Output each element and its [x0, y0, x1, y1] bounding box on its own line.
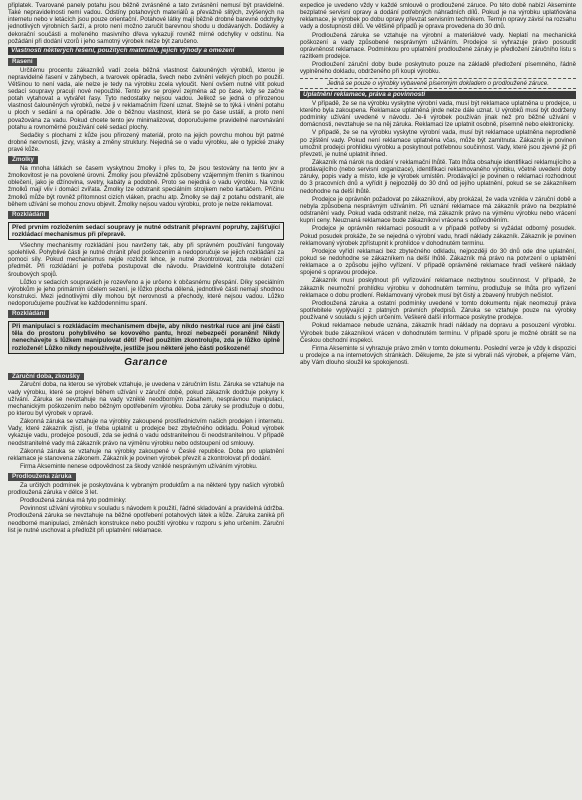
intro-paragraph: připlatek. Tvarované panely potahu jsou běžně zvrásněné a tato zvrásnění nemusí být pravidelné. Také nepravidelnosti nemí vadou. Odstíny potahových materiálů a převážně slitých, zvýšených na internetu nebo v letácích jsou pouze orientační. Potahové látky mají běžně drobné barevné odchylky jednotlivých výrobních šarží, a proto není možno zaručit barevnou shodu u dodávaných. Dodávky a dekorační součásti a mořeného masivního dřeva vykazují rovněž mírné odchylky v odstínu. Na požádání při dodání vzorů i jeho samotný výrobek nelze být zaručeno.: [8, 2, 284, 45]
extended-warranty-note: Jedná se pouze o výrobky vybavené písemným dokladem o prodloužené záruce.: [300, 78, 576, 89]
subheading-warranty: Záruční doba, zkoušky: [8, 373, 84, 381]
guarantee-heading: Garance: [124, 356, 168, 368]
subheading-rozkladani: Rozkládání: [8, 211, 49, 219]
paragraph: Lůžko v sedacích soupravách je rozevřeno a je určeno k občasnému přespání. Díky speciálním výrobkům je jeho primárním účelem sezení, je lůžko plocha dělená, jednotlivé části nemají shodnou konstrukci. Mezi jednotlivými díly mohou být nerovnosti a přechody, které nejsou vadou. Lůžko nedoporučujeme používat ke každodennímu spaní.: [8, 278, 284, 308]
right-column: [300, 2, 576, 798]
paragraph: Za určitých podmínek je poskytována k vybraným produktům a na některé typy našich výrobků prodloužená záruka v délce 3 let.: [8, 481, 284, 496]
subheading-extended-warranty: Prodloužená záruka: [8, 473, 76, 481]
paragraph: Prodloužená záruka a ostatní podmínky uvedené v tomto dokumentu nijak neomezují práva spotřebitele vyplývající z platných právních předpisů. Záruka se vztahuje pouze na výrobky používané v souladu s jejich určením. Veškeré další informace poskytne prodejce.: [300, 299, 576, 322]
paragraph: Prodejce vyřídí reklamaci bez zbytečného odkladu, nejpozději do 30 dnů ode dne uplatnění, pokud se nedohodne se zákazníkem na delší lhůtě. Zákazník má právo na potvrzení o uplatnění reklamace a o způsobu jejího vyřízení. V případě oprávněné reklamace hradí veškeré náklady spojené s opravou prodejce.: [300, 247, 576, 277]
paragraph: Určitému procentu zákazníků vadí zcela běžná vlastnost čalouněných výrobků, kterou je nepravidelné řasení v záhybech, a tvarovek opěradla, švech nebo zvlnění velkých ploch po použití. Většinou to není vada, ale nelze je tedy na výrobku zcela vyloučit. Není ovšem nutné vítit pokud sedací soupravy pracují nové nepoužité. Tento jev se projeví zejména až po čase, kdy se začne potah vytahovat a vytvářet řasy. Tyto nedostatky nejsou vadou. Jelikož se jedná o přirozenou vlastnost čalouněných výrobků, nelze ji v reklamačním řízení uznat. Stejně se to týká i vlnění potahu u ploch v sedání a na opěradle. Jde o běžnou vlastnost, která se po čase ustálí, a proto není považována za vadu. Pokud chcete tento jev minimalizovat, doporučujeme pravidelné narovnávání potahu a rovnoměrné používání celé sedací plochy.: [8, 66, 284, 131]
paragraph: Prodloužená záruka se vztahuje na výrobní a materiálové vady. Neplatí na mechanická poškození a vady způsobené nesprávným užíváním. Prodejce si vyhrazuje právo posoudit oprávněnost reklamace. Podmínkou pro uplatnění prodloužené záruky je předložení záručního listu s razítkem prodejce.: [300, 31, 576, 61]
paragraph: Prodloužení záruční doby bude poskytnuto pouze na základě předložení písemného, řádně vyplněného dokladu, obdrženého při koupi výrobku.: [300, 61, 576, 76]
notice-text: Před prvním rozložením sedací soupravy je nutné odstranit přepravní popruhy, zajišťující rozkládací mechanismus při přepravě.: [12, 223, 280, 238]
paragraph: Všechny mechanismy rozkládání jsou navrženy tak, aby při správném používání fungovaly spolehlivě. Pohyblivé části je nutné chránit před poškozením a nedoporučuje se jejich rozkládání za pomoci síly. Pokud mechanismus nejde rozložit lehce, je nutné zkontrolovat, zda nebrání cizí předmět. Při rozkládání je potřeba postupovat dle návodu. Pravidelně kontrolujte dotažení šroubových spojů.: [8, 241, 284, 278]
notice-box-straps: [8, 222, 284, 240]
paragraph: Na mnoha látkách se časem vyskytnou žmolky i přes to, že jsou testovány na tento jev a žmolkovitost je na povolené úrovni. Žmolky jsou převážně způsobeny vzájemným třením s tkaninou oblečení, jako je džínovina, svetry, kabáty a podobně. Proto se nejedná o vadu výrobku. Na vznik žmolků mají vliv i domácí zvířata. Žmolky lze odstranit speciálním strojkem nebo kartáčem. Příčinu žmolků může být rovněž přítomnost cizích vláken, prachu atp. Žmolky se dají z potahu odstranit, ale během užívání se mohou znovu objevit. Žmolky nejsou vadou výrobku, proto je nelze reklamovat.: [8, 165, 284, 208]
paragraph: Pokud reklamace nebude uznána, zákazník hradí náklady na dopravu a posouzení výrobku. Výrobek bude zákazníkovi vrácen v dohodnutém termínu. V případě sporu je možné obrátit se na Českou obchodní inspekci.: [300, 322, 576, 344]
paragraph: Sedačky s plochami z kůže jsou přirozený materiál, proto na jejich povrchu mohou být patrné drobné nerovnosti, jizvy, vrásky a změny struktury. Nejedná se o vadu výrobku, ale o typické znaky pravé kůže.: [8, 131, 284, 154]
paragraph: V případě, že se na výrobku vyskytne výrobní vada, musí být reklamace uplatněna u prodejce, u kterého byla zakoupena. Reklamace uplatněná jinde nelze dále uznat. U výrobků musí být dodrženy podmínky užívání uvedené v návodu. Je-li výrobek používán jinak než pro běžné užívání v domácnosti, nevztahuje se na něj záruka. Reklamaci lze uplatnit osobně, písemně nebo elektronicky.: [300, 99, 576, 129]
paragraph: Prodejce je oprávněn požadovat po zákazníkovi, aby prokázal, že vada vznikla v záruční době a nebyla způsobena nesprávným užíváním. Při uznání reklamace má zákazník právo na bezplatné odstranění vady. Pokud vada odstranit nelze, má zákazník právo na výměnu výrobku nebo vrácení kupní ceny. Neuznaná reklamace bude zákazníkovi vrácena s odůvodněním.: [300, 195, 576, 225]
section-heading-properties: Vlastnosti některých řešení, použitých materiálů, jejich výhody a omezení: [8, 47, 284, 55]
section-heading-claims: Uplatnění reklamace, práva a povinnosti: [300, 91, 576, 99]
paragraph: Zákonná záruka se vztahuje na výrobky zakoupené v České republice. Doba pro uplatnění reklamace je stanovena zákonem. Zákazník je povinen výrobek převzít a zkontrolovat při dodání.: [8, 447, 284, 462]
paragraph: Zákonná záruka se vztahuje na výrobky zakoupené prostřednictvím našich prodejen i internetu. Vady, které zákazník zjistí, je třeba uplatnit u prodejce bez zbytečného odkladu. Pokud výrobek vykazuje vadu, prodejce posoudí, zda se jedná o vadu odstranitelnou či neodstranitelnou. V případě neodstranitelné vady má zákazník právo na výměnu výrobku nebo odstoupení od smlouvy.: [8, 418, 284, 447]
paragraph: Prodloužená záruka má tyto podmínky:: [20, 497, 127, 505]
subheading-rasení: Rasení: [8, 58, 37, 66]
warning-box: [8, 321, 284, 354]
paragraph: Záruční doba, na kterou se výrobek vztahuje, je uvedena v záručním listu. Záruka se vztahuje na vady výrobku, které se projeví během užívání v záruční době, pokud zákazník dodržuje pokyny k užívání. Záruka se nevztahuje na vady vzniklé neodborným zásahem, nesprávnou manipulací, mechanickým poškozením nebo běžným opotřebením výrobku. Doba záruky se prodlužuje o dobu, po kterou byl výrobek v opravě.: [8, 381, 284, 417]
warning-text: Při manipulaci s rozkládacím mechanismem dbejte, aby nikdo nestrkal ruce ani jiné části těla do prostoru pohyblivého se kovového pantu, hrozí nebezpečí poranění! Nikdy nenechávejte s lůžkem manipulovat děti! Před použitím zkontrolujte, zda je lůžko úplně rozložené! Lůžko nikdy nepoužívejte, jestliže jsou některé jeho části poškozené!: [12, 322, 280, 352]
paragraph: Firma Akseminte nenese odpovědnost za škody vzniklé nesprávným užíváním výrobku.: [20, 463, 258, 471]
subheading-rozkladani-warning: Rozkládání: [8, 310, 49, 318]
paragraph: V případě, že se na výrobku vyskytne výrobní vada, musí být reklamace uplatněna neprodleně po zjištění vady. Pokud není reklamace uplatněna včas, může být zamítnuta. Zákazník je povinen umožnit prodejci prohlídku výrobku a poskytnout potřebnou součinnost. Vady, které jsou zjevné již při převzetí, je nutné uplatnit ihned.: [300, 129, 576, 158]
paragraph: Zákazník má nárok na dodání v reklamační lhůtě. Tato lhůta obsahuje identifikaci reklamujícího a prodávajícího (nebo servisní organizace), identifikaci reklamovaného výrobku, včetně uvedení doby záruky, popis vady a místo, kde je výrobek umístěn. Prodávající je povinen o reklamaci rozhodnout do 3 pracovních dnů a vyřídit ji nejpozději do 30 dnů od jejího uplatnění, pokud se se zákazníkem nedohodne na delší lhůtě.: [300, 158, 576, 195]
subheading-zmolky: Žmolky: [8, 156, 38, 164]
paragraph: Zákazník musí poskytnout při vyřizování reklamace nezbytnou součinnost. V případě, že zákazník neumožní prohlídku výrobku v dohodnutém termínu, prodlužuje se lhůta pro vyřízení reklamace o dobu prodlení. Reklamovaný výrobek musí být čistý a zbavený hrubých nečistot.: [300, 277, 576, 299]
left-column: [8, 2, 284, 798]
paragraph: Prodejce je oprávněn reklamaci posoudit a v případě potřeby si vyžádat odborný posudek. Pokud posudek prokáže, že se nejedná o výrobní vadu, hradí náklady zákazník. Zákazník je povinen reklamovaný výrobek zpřístupnit k prohlídce v dohodnutém termínu.: [300, 225, 576, 247]
paragraph: Povinnost užívání výrobku v souladu s návodem k použití, řádné skladování a pravidelná údržba. Prodloužená záruka se nevztahuje na běžné opotřebení potahových látek a kůže. Záruka zaniká při neodborné manipulaci, změnách konstrukce nebo použití výrobku v rozporu s jeho určením. Záruční list je nutné uschovat a předložit při uplatnění reklamace.: [8, 505, 284, 534]
paragraph: Firma Akseminte si vyhrazuje právo změn v tomto dokumentu. Poslední verze je vždy k dispozici u prodejce a na internetových stránkách. Děkujeme, že jste si vybrali náš výrobek, a přejeme Vám, aby Vám dlouho sloužil ke spokojenosti.: [300, 344, 576, 367]
paragraph: expedice je uvedeno vždy v každé smlouvě o prodloužené záruce. Po této době nabízí Akseminte bezplatné servisní opravy a dodání potřebných náhradních dílů. Pokud je na výrobku uplatňována reklamace, je výrobek po dobu opravy převzat servisním technikem. Termín opravy závisí na rozsahu vady a dostupnosti dílů. Ve většině případů je oprava provedena do 30 dnů.: [300, 2, 576, 31]
